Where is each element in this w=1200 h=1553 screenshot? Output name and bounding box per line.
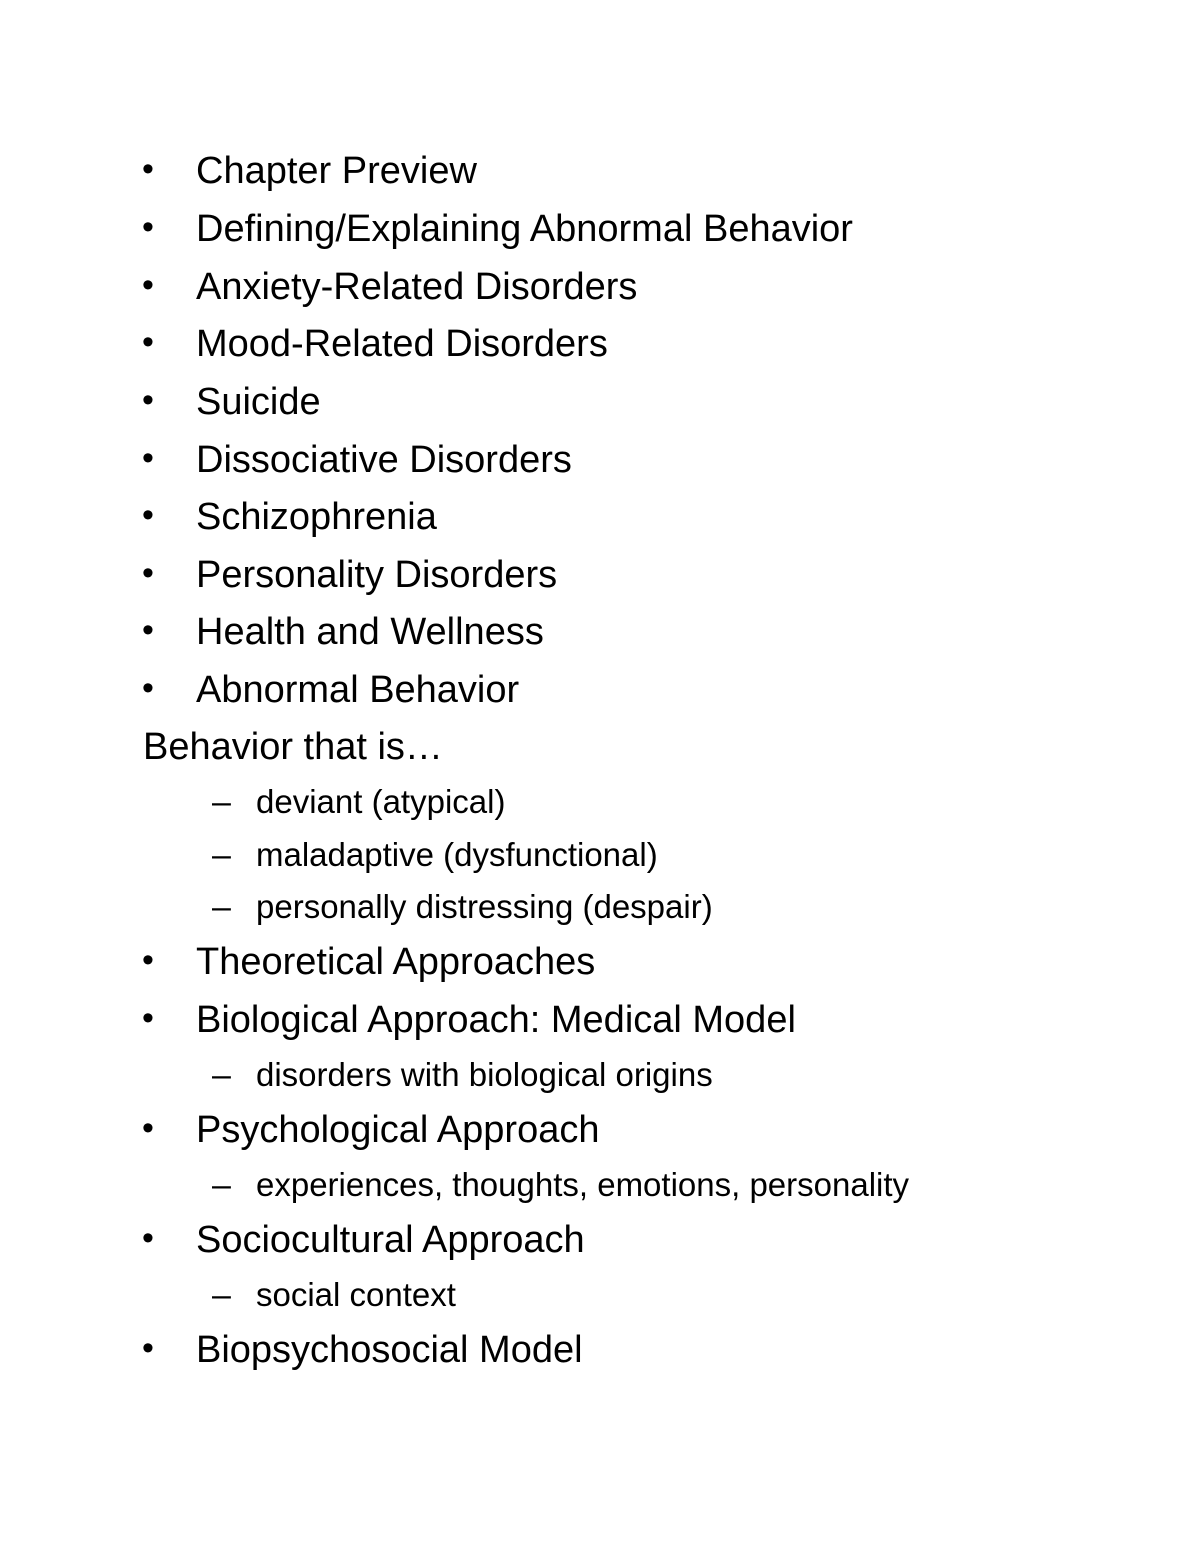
outline-subitem-text: maladaptive (dysfunctional)	[256, 836, 658, 873]
bullet-marker: •	[142, 150, 154, 188]
bullet-marker: •	[142, 1109, 154, 1147]
outline-item-text: Abnormal Behavior	[196, 669, 520, 711]
bullet-marker: •	[142, 554, 154, 592]
outline-item-text: Biological Approach: Medical Model	[196, 999, 796, 1041]
dash-marker: –	[212, 1056, 231, 1094]
bullet-marker: •	[142, 496, 154, 534]
bullet-marker: •	[142, 439, 154, 477]
outline-item-text: Schizophrenia	[196, 496, 437, 538]
outline-item-text: Anxiety-Related Disorders	[196, 266, 638, 308]
bullet-marker: •	[142, 381, 154, 419]
outline-item-text: Mood-Related Disorders	[196, 323, 608, 365]
outline-subitem-text: social context	[256, 1276, 456, 1313]
dash-marker: –	[212, 1166, 231, 1204]
bullet-marker: •	[142, 266, 154, 304]
outline-item-text: Biopsychosocial Model	[196, 1329, 583, 1371]
bullet-marker: •	[142, 941, 154, 979]
plain-text: Behavior that is…	[143, 726, 443, 768]
outline-subitem-text: personally distressing (despair)	[256, 888, 713, 925]
outline-item-text: Personality Disorders	[196, 554, 558, 596]
outline-subitem-text: disorders with biological origins	[256, 1056, 713, 1093]
dash-marker: –	[212, 836, 231, 874]
bullet-marker: •	[142, 669, 154, 707]
bullet-marker: •	[142, 611, 154, 649]
outline-item-text: Dissociative Disorders	[196, 439, 572, 481]
outline-item-text: Suicide	[196, 381, 321, 423]
bullet-marker: •	[142, 1329, 154, 1367]
outline-item-text: Defining/Explaining Abnormal Behavior	[196, 208, 853, 250]
bullet-marker: •	[142, 208, 154, 246]
dash-marker: –	[212, 1276, 231, 1314]
outline-subitem-text: deviant (atypical)	[256, 783, 506, 820]
outline-item-text: Sociocultural Approach	[196, 1219, 585, 1261]
dash-marker: –	[212, 888, 231, 926]
bullet-marker: •	[142, 999, 154, 1037]
outline-item-text: Theoretical Approaches	[196, 941, 596, 983]
bullet-marker: •	[142, 1219, 154, 1257]
bullet-marker: •	[142, 323, 154, 361]
outline-item-text: Psychological Approach	[196, 1109, 600, 1151]
outline-subitem-text: experiences, thoughts, emotions, personality	[256, 1166, 910, 1203]
outline-item-text: Chapter Preview	[196, 150, 477, 192]
outline-item-text: Health and Wellness	[196, 611, 544, 653]
dash-marker: –	[212, 783, 231, 821]
